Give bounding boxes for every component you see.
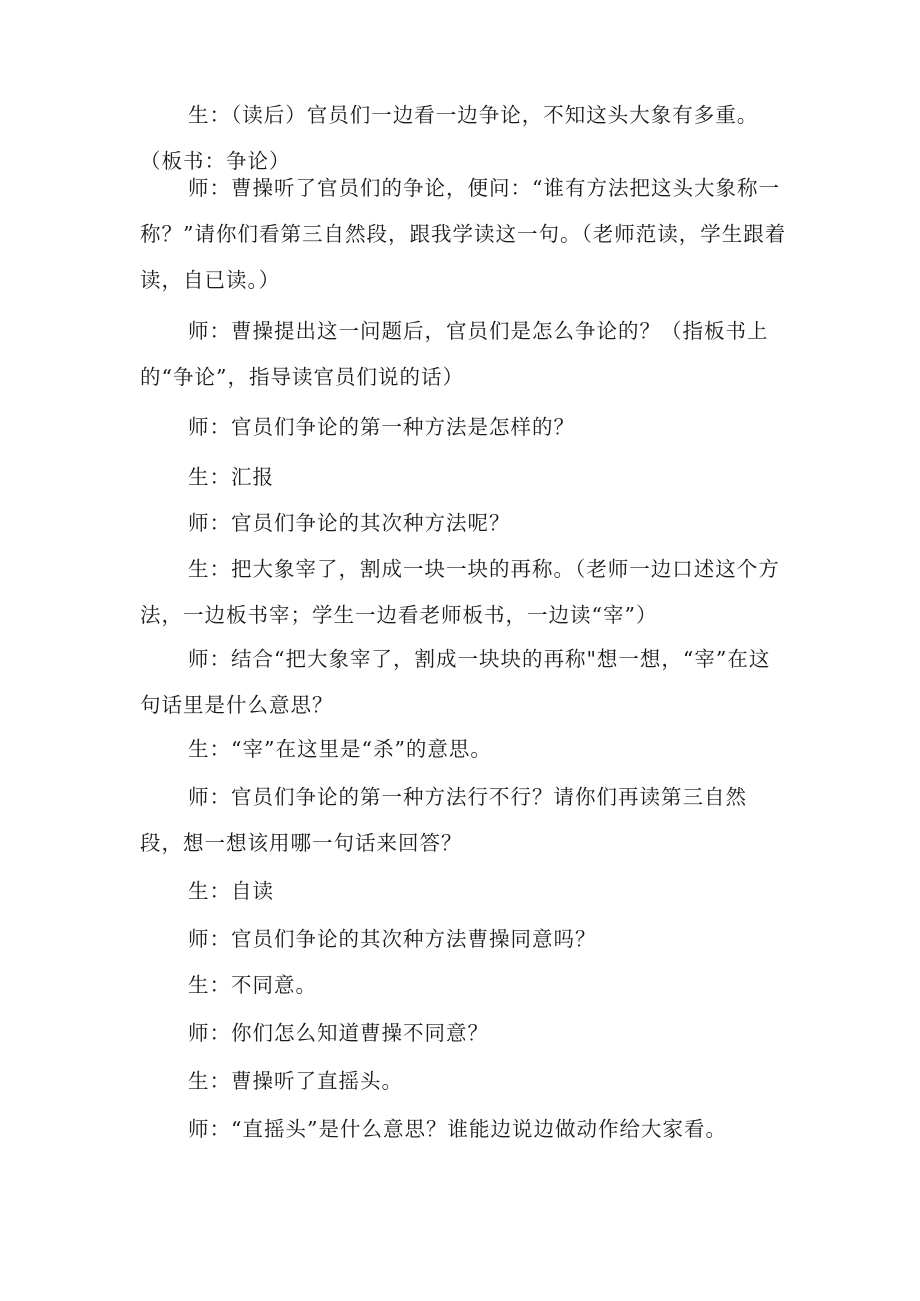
- paragraph: 师：官员们争论的第一种方法行不行？请你们再读第三自然段，想一想该用哪一句话来回答？: [140, 785, 747, 855]
- paragraph: 师：官员们争论的其次种方法曹操同意吗？: [188, 927, 597, 951]
- paragraph: 师：结合“把大象宰了，割成一块块的再称"想一想，“宰”在这句话里是什么意思？: [140, 647, 771, 717]
- paragraph: 师：曹操听了官员们的争论，便问：“谁有方法把这头大象称一称？”请你们看第三自然段，跟我学读这一句。（老师范读，学生跟着读，自已读。）: [140, 176, 787, 292]
- paragraph: 生：汇报: [188, 465, 274, 489]
- paragraph: 生：“宰”在这里是“杀”的意思。: [188, 737, 492, 761]
- paragraph: 生：把大象宰了，割成一块一块的再称。（老师一边口述这个方法，一边板书宰；学生一边看老师板书，一边读“宰”）: [140, 557, 780, 627]
- paragraph: 师：曹操提出这一问题后，官员们是怎么争论的？（指板书上的“争论”，指导读官员们说的话）: [140, 319, 769, 389]
- paragraph: 生：自读: [188, 879, 274, 903]
- paragraph: 生：（读后）官员们一边看一边争论，不知这头大象有多重。（板书：争论）: [140, 103, 759, 173]
- paragraph: 生：不同意。: [188, 973, 317, 997]
- paragraph: 师：“直摇头”是什么意思？谁能边说边做动作给大家看。: [188, 1117, 727, 1141]
- paragraph: 师：官员们争论的第一种方法是怎样的？: [188, 415, 575, 439]
- paragraph: 师：官员们争论的其次种方法呢？: [188, 511, 511, 535]
- paragraph: 师：你们怎么知道曹操不同意？: [188, 1021, 489, 1045]
- paragraph: 生：曹操听了直摇头。: [188, 1069, 403, 1093]
